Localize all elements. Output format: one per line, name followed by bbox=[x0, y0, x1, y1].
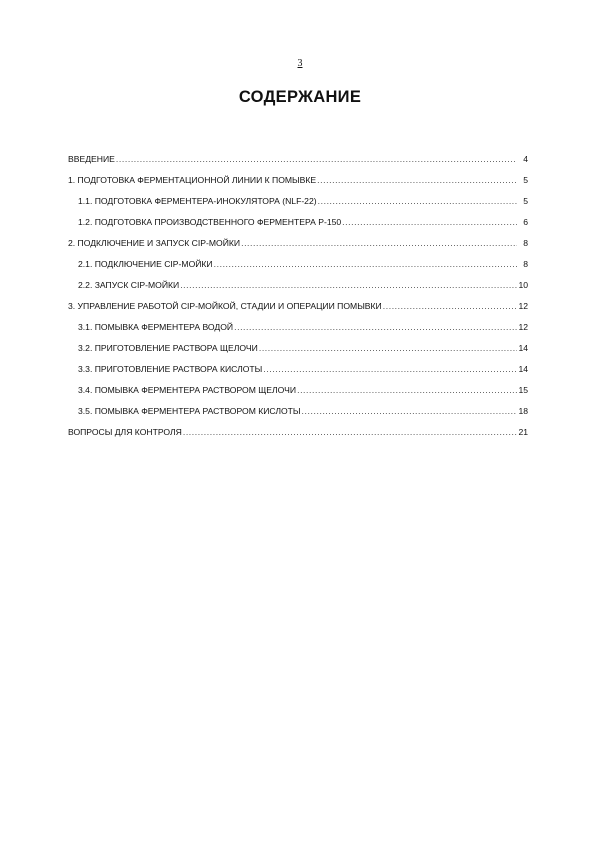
toc-dot-leader bbox=[317, 175, 517, 185]
toc-entry-section-1[interactable] bbox=[68, 175, 528, 196]
toc-entry-page: 14 bbox=[518, 343, 528, 353]
toc-entry-page: 6 bbox=[523, 217, 528, 227]
toc-entry-label: 1. ПОДГОТОВКА ФЕРМЕНТАЦИОННОЙ ЛИНИИ К ПОМЫВКЕ bbox=[68, 175, 317, 185]
toc-entry-page: 18 bbox=[518, 406, 528, 416]
toc-entry-label: ВВЕДЕНИЕ bbox=[68, 154, 115, 164]
toc-entry-section-3-5[interactable] bbox=[68, 406, 528, 427]
toc-entry-label: 2.2. ЗАПУСК CIP-МОЙКИ bbox=[78, 280, 180, 290]
toc-dot-leader bbox=[116, 154, 517, 164]
page-title: СОДЕРЖАНИЕ bbox=[238, 88, 362, 106]
toc-entry-section-1-1[interactable] bbox=[68, 196, 528, 217]
toc-entry-page: 12 bbox=[518, 301, 528, 311]
table-of-contents bbox=[68, 154, 528, 448]
toc-entry-page: 21 bbox=[518, 427, 528, 437]
toc-dot-leader bbox=[318, 196, 517, 206]
toc-entry-section-3[interactable] bbox=[68, 301, 528, 322]
toc-dot-leader bbox=[342, 217, 517, 227]
toc-dot-leader bbox=[183, 427, 517, 437]
toc-entry-label: 3.2. ПРИГОТОВЛЕНИЕ РАСТВОРА ЩЕЛОЧИ bbox=[78, 343, 258, 353]
toc-entry-label: 1.2. ПОДГОТОВКА ПРОИЗВОДСТВЕННОГО ФЕРМЕНТЕРА Р-150 bbox=[78, 217, 342, 227]
toc-dot-leader bbox=[259, 343, 517, 353]
toc-entry-page: 8 bbox=[523, 238, 528, 248]
toc-entry-page: 8 bbox=[523, 259, 528, 269]
toc-dot-leader bbox=[241, 238, 517, 248]
toc-entry-page: 14 bbox=[518, 364, 528, 374]
toc-entry-page: 12 bbox=[518, 322, 528, 332]
toc-dot-leader bbox=[234, 322, 517, 332]
toc-entry-label: 3.1. ПОМЫВКА ФЕРМЕНТЕРА ВОДОЙ bbox=[78, 322, 234, 332]
toc-entry-section-2[interactable] bbox=[68, 238, 528, 259]
toc-entry-label: 3.4. ПОМЫВКА ФЕРМЕНТЕРА РАСТВОРОМ ЩЕЛОЧИ bbox=[78, 385, 297, 395]
toc-entry-section-3-2[interactable] bbox=[68, 343, 528, 364]
toc-entry-section-3-3[interactable] bbox=[68, 364, 528, 385]
toc-dot-leader bbox=[383, 301, 517, 311]
toc-entry-label: 3.5. ПОМЫВКА ФЕРМЕНТЕРА РАСТВОРОМ КИСЛОТЫ bbox=[78, 406, 301, 416]
toc-entry-page: 4 bbox=[523, 154, 528, 164]
toc-entry-section-3-1[interactable] bbox=[68, 322, 528, 343]
toc-entry-page: 10 bbox=[518, 280, 528, 290]
toc-dot-leader bbox=[180, 280, 517, 290]
toc-entry-label: ВОПРОСЫ ДЛЯ КОНТРОЛЯ bbox=[68, 427, 182, 437]
toc-entry-label: 3. УПРАВЛЕНИЕ РАБОТОЙ CIP-МОЙКОЙ, СТАДИИ И ОПЕРАЦИИ ПОМЫВКИ bbox=[68, 301, 382, 311]
toc-entry-section-2-2[interactable] bbox=[68, 280, 528, 301]
toc-dot-leader bbox=[302, 406, 517, 416]
toc-entry-section-2-1[interactable] bbox=[68, 259, 528, 280]
toc-entry-label: 2. ПОДКЛЮЧЕНИЕ И ЗАПУСК CIP-МОЙКИ bbox=[68, 238, 241, 248]
page-number: 3 bbox=[297, 58, 303, 69]
toc-entry-page: 5 bbox=[523, 196, 528, 206]
toc-entry-section-3-4[interactable] bbox=[68, 385, 528, 406]
toc-entry-control-questions[interactable] bbox=[68, 427, 528, 448]
toc-entry-label: 3.3. ПРИГОТОВЛЕНИЕ РАСТВОРА КИСЛОТЫ bbox=[78, 364, 263, 374]
toc-entry-introduction[interactable] bbox=[68, 154, 528, 175]
toc-dot-leader bbox=[297, 385, 517, 395]
toc-entry-page: 15 bbox=[518, 385, 528, 395]
toc-dot-leader bbox=[214, 259, 517, 269]
toc-dot-leader bbox=[263, 364, 517, 374]
toc-entry-page: 5 bbox=[523, 175, 528, 185]
toc-entry-section-1-2[interactable] bbox=[68, 217, 528, 238]
toc-entry-label: 2.1. ПОДКЛЮЧЕНИЕ CIP-МОЙКИ bbox=[78, 259, 213, 269]
toc-entry-label: 1.1. ПОДГОТОВКА ФЕРМЕНТЕРА-ИНОКУЛЯТОРА (NLF-22) bbox=[78, 196, 317, 206]
